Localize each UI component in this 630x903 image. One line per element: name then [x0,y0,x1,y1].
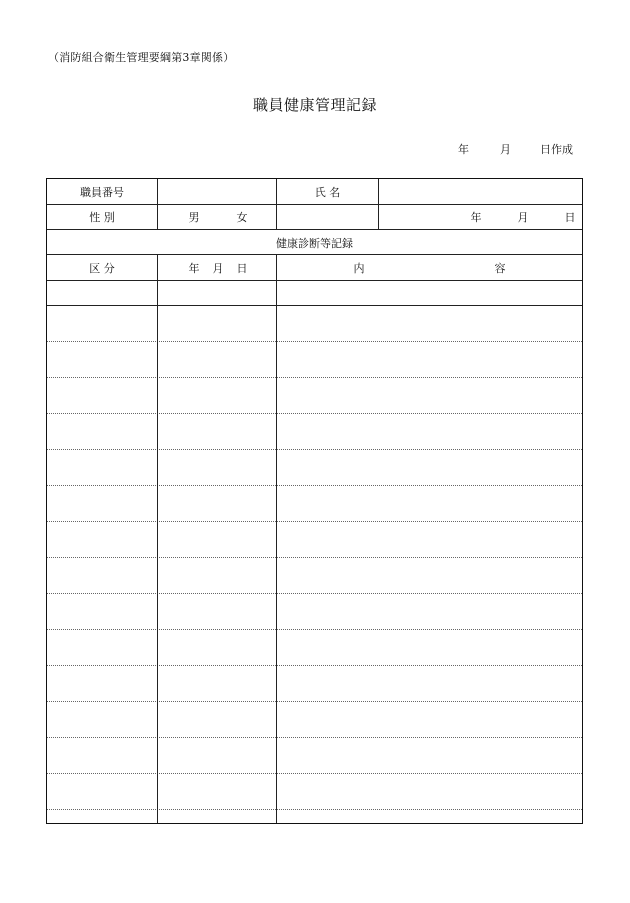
regulation-reference: （消防組合衛生管理要綱第3章関係） [48,51,235,64]
row-category-cell[interactable] [47,521,157,557]
row-date-cell[interactable] [158,629,276,665]
row-category-cell[interactable] [47,737,157,773]
row-category-cell[interactable] [47,629,157,665]
row-category-cell[interactable] [47,701,157,737]
row-category-cell[interactable] [47,665,157,701]
row-date-cell[interactable] [158,485,276,521]
row-content-cell[interactable] [277,521,582,557]
row-date-cell[interactable] [158,737,276,773]
row-category-cell[interactable] [47,593,157,629]
col-date-year-header: 年 [188,261,200,275]
row-date-cell[interactable] [158,665,276,701]
row-content-cell[interactable] [277,701,582,737]
row-content-cell[interactable] [277,665,582,701]
date-created-day: 日作成 [540,143,573,156]
row-category-cell[interactable] [47,809,157,845]
row-date-cell[interactable] [158,377,276,413]
row-category-cell[interactable] [47,557,157,593]
row-category-cell[interactable] [47,413,157,449]
row-date-cell[interactable] [158,341,276,377]
row-content-cell[interactable] [277,593,582,629]
row-content-cell[interactable] [277,773,582,809]
row-content-cell[interactable] [277,449,582,485]
date-created-month: 月 [500,143,511,156]
row-date-cell[interactable] [158,413,276,449]
col-category-header: 区 分 [89,261,115,275]
gender-female-option[interactable]: 女 [236,210,248,224]
col-content-header-right: 容 [494,261,506,275]
row-date-cell[interactable] [158,449,276,485]
row-date-cell[interactable] [158,557,276,593]
row-content-cell[interactable] [277,305,582,341]
row-category-cell[interactable] [47,305,157,341]
name-label: 氏 名 [314,185,341,199]
row-category-cell[interactable] [47,449,157,485]
row-content-cell[interactable] [277,737,582,773]
row-content-cell[interactable] [277,413,582,449]
row-content-cell[interactable] [277,809,582,845]
row-date-cell[interactable] [158,593,276,629]
date-created [458,141,573,157]
col-content-header-left: 内 [353,261,365,275]
date-created-year: 年 [458,143,469,156]
row-category-cell[interactable] [47,485,157,521]
row-date-cell[interactable] [158,701,276,737]
name-field[interactable] [379,179,582,204]
row-content-cell[interactable] [277,377,582,413]
row-content-cell[interactable] [277,341,582,377]
row-content-cell[interactable] [277,485,582,521]
gender-male-option[interactable]: 男 [188,210,200,224]
birth-year-unit: 年 [470,210,482,224]
row-date-cell[interactable] [158,305,276,341]
employee-no-field[interactable] [158,179,276,204]
row-date-cell[interactable] [158,773,276,809]
gender-label: 性 別 [89,210,115,224]
row-date-cell[interactable] [158,521,276,557]
page-title: 職員健康管理記録 [252,96,377,114]
health-record-sheet [46,178,583,824]
col-date-month-header: 月 [212,261,224,275]
row-category-cell[interactable] [47,377,157,413]
row-date-cell[interactable] [158,809,276,845]
row-category-cell[interactable] [47,773,157,809]
row-content-cell[interactable] [277,629,582,665]
birth-month-unit: 月 [517,210,529,224]
birth-day-unit: 日 [564,210,576,224]
col-date-day-header: 日 [236,261,248,275]
row-content-cell[interactable] [277,557,582,593]
section-title: 健康診断等記録 [276,236,353,250]
row-category-cell[interactable] [47,341,157,377]
employee-no-label: 職員番号 [80,185,124,199]
